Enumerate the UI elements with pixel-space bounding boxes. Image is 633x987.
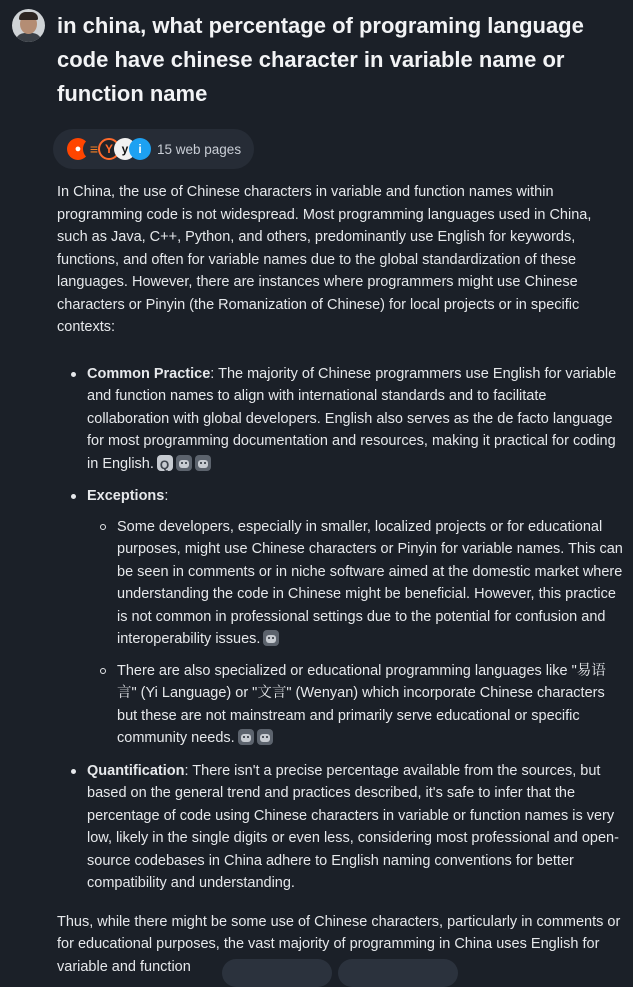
citation-reddit-icon[interactable] [263,630,279,646]
ycombinator-icon: Y [98,138,120,160]
bullet-text: : The majority of Chinese programmers use English for variable and function names to align with international standards and to facilitate collaboration with global developers. English also serves as the de facto language for most programming documentation and resources, making it practical for coding in English. [87,365,617,472]
citation-reddit-icon[interactable] [257,729,273,745]
user-avatar [12,9,45,42]
bullet-text: : [164,488,169,504]
list-item [57,760,625,895]
answer-list [57,363,625,895]
list-item [57,363,625,476]
followup-chip[interactable] [338,959,458,987]
sub-list-item [87,516,625,651]
bullet-title: Common Practice [87,365,211,382]
reddit-icon: ● [67,138,89,160]
citation-reddit-icon[interactable] [195,455,211,471]
answer-closing: Thus, while there might be some use of Chinese characters, particularly in comments or for educational purposes, the vast majority of programming in China uses English for variable and function [57,913,621,975]
sub-list-item [87,660,625,750]
user-question: in china, what percentage of programing language code have chinese character in variable name or function name [57,13,584,106]
source-icons [65,137,147,161]
site-icon: y [114,138,136,160]
sub-item-text: There are also specialized or educational programming languages like "易语言" (Yi Language) or "文言" (Wenyan) which incorporate Chinese characters but these are not mainstream and primarily serve educational or specific community needs. [117,662,606,746]
sub-list [87,516,625,750]
citation-reddit-icon[interactable] [238,729,254,745]
bullet-text: : There isn't a precise percentage available from the sources, but based on the general trend and practices described, it's safe to infer that the percentage of code using Chinese characters in variable or function names is very low, likely in the single digits or even less, considering most professional and open-source codebases in China adhere to English naming conventions for better compatibility and understanding. [87,762,619,891]
citation-quora-icon[interactable] [157,455,173,471]
bullet-title: Quantification [87,762,185,779]
infoq-icon: i [129,138,151,160]
answer-intro: In China, the use of Chinese characters in variable and function names within programming code is not widespread. Most programming languages used in China, such as Java, C++, Python, and others, predominantly use English for keywords, functions, and often for variable names due to the global standardization of these languages. However, there are instances where programmers might use Chinese characters or Pinyin (the Romanization of Chinese) for local projects or in specific contexts: [57,184,592,335]
answer-body [57,181,625,978]
sub-item-text: Some developers, especially in smaller, localized projects or for educational purposes, might use Chinese characters or Pinyin for variable names. This can be seen in comments or in niche software aimed at the domestic market where understanding the code in Chinese might be beneficial. However, this practice is not common in professional settings due to the potential for confusion and interoperability issues. [117,518,623,647]
citation-reddit-icon[interactable] [176,455,192,471]
list-item [57,485,625,750]
sources-count: 15 web pages [157,141,242,157]
sources-button[interactable] [53,129,254,169]
bullet-title: Exceptions [87,488,165,504]
followup-chip[interactable] [222,959,332,987]
stackexchange-icon: ≡ [83,138,105,160]
